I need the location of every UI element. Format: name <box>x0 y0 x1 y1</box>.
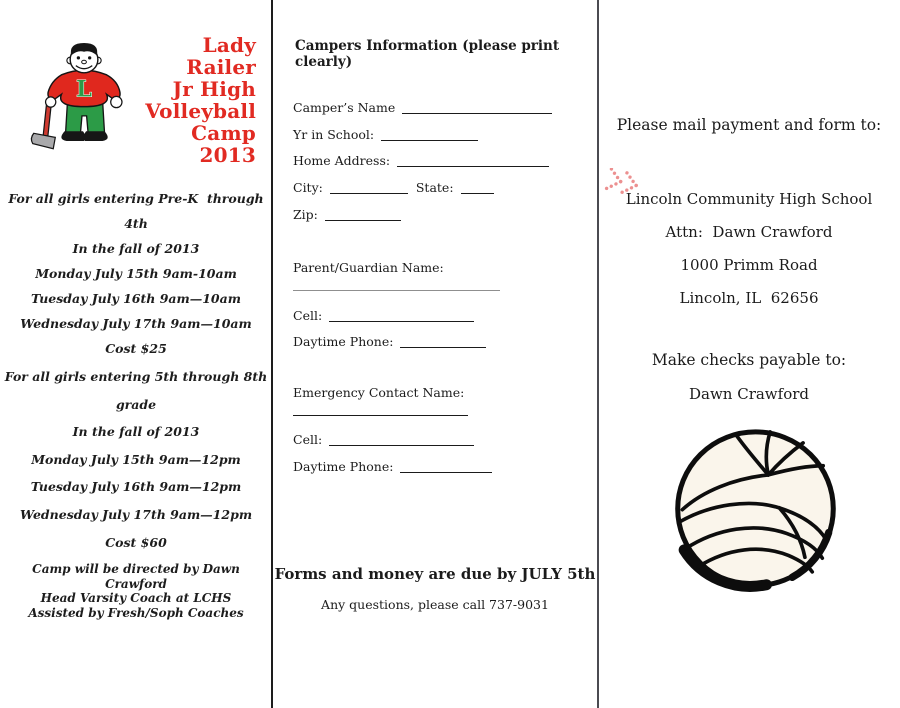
field-label: Zip: <box>293 206 318 222</box>
field-emergency-contact-name <box>293 385 464 400</box>
session-line: Tuesday July 16th 9am—12pm <box>30 479 242 495</box>
write-in-blank <box>330 181 408 194</box>
session-line: For all girls entering 5th through 8th grade <box>4 369 272 412</box>
field-home-address <box>293 152 549 168</box>
session-line: Monday July 15th 9am-10am <box>35 266 237 281</box>
form-heading: Campers Information (please print clearly) <box>295 38 560 70</box>
mailing-address <box>598 183 900 315</box>
field-campers-name <box>293 99 552 115</box>
session-line: In the fall of 2013 <box>72 424 200 440</box>
field-parent-guardian-name <box>293 260 444 275</box>
session-line: Tuesday July 16th 9am—10am <box>31 291 241 306</box>
field-label: Daytime Phone: <box>293 333 394 349</box>
director-line: Head Varsity Coach at LCHS <box>40 591 232 606</box>
session-line: For all girls entering Pre-K through 4th <box>8 191 269 231</box>
field-zip <box>293 206 401 222</box>
write-in-blank <box>400 460 492 473</box>
field-label: Cell: <box>293 431 323 447</box>
session-cost: Cost $25 <box>105 341 167 356</box>
field-parent-cell <box>293 307 474 323</box>
write-in-blank <box>461 181 494 194</box>
address-line: Lincoln Community High School <box>625 190 873 208</box>
field-parent-daytime-phone <box>293 333 486 349</box>
session-5th-8th-details <box>0 363 272 556</box>
questions-phone-note: Any questions, please call 737-9031 <box>321 597 549 612</box>
write-in-blank <box>293 278 500 291</box>
field-label: Parent/Guardian Name: <box>293 260 444 275</box>
payment-mailing-panel <box>598 0 900 708</box>
camp-title-line: Lady Railer <box>186 33 256 79</box>
camp-title-line: Jr High <box>172 77 256 101</box>
session-line: In the fall of 2013 <box>72 241 200 256</box>
check-payee-name: Dawn Crawford <box>688 385 810 403</box>
camp-info-panel <box>0 0 272 708</box>
field-label: Camper’s Name <box>293 99 396 115</box>
camp-title <box>126 34 256 166</box>
field-label: Daytime Phone: <box>293 458 394 474</box>
write-in-blank <box>329 309 474 322</box>
svg-text:L: L <box>76 76 92 103</box>
address-line: Attn: Dawn Crawford <box>665 223 833 241</box>
write-in-blank <box>400 335 486 348</box>
director-line: Camp will be directed by Dawn Crawford <box>32 562 245 591</box>
forms-due-notice: Forms and money are due by JULY 5th <box>274 565 596 583</box>
address-line: Lincoln, IL 62656 <box>679 289 819 307</box>
field-city-state <box>293 179 494 195</box>
field-parent-guardian-blank <box>293 276 500 292</box>
field-label: Emergency Contact Name: <box>293 385 465 400</box>
field-label: City: <box>293 179 323 195</box>
field-emergency-cell <box>293 431 474 447</box>
director-line: Assisted by Fresh/Soph Coaches <box>28 605 244 620</box>
volleyball-icon <box>664 418 847 605</box>
field-label: State: <box>415 179 454 195</box>
address-line: 1000 Primm Road <box>680 256 818 274</box>
write-in-blank <box>381 128 478 141</box>
railsplitter-mascot-icon <box>26 42 140 160</box>
field-label: Cell: <box>293 307 323 323</box>
session-line: Monday July 15th 9am—12pm <box>31 451 241 467</box>
field-emergency-daytime-phone <box>293 458 492 474</box>
session-prek-4th-details <box>0 186 272 361</box>
mail-payment-heading: Please mail payment and form to: <box>616 116 882 134</box>
field-yr-in-school <box>293 126 478 142</box>
campers-information-form <box>272 0 598 708</box>
write-in-blank <box>329 433 474 446</box>
session-line: Wednesday July 17th 9am—12pm <box>19 506 253 522</box>
checks-payable-heading: Make checks payable to: <box>651 351 847 369</box>
camp-title-line: Volleyball <box>145 99 256 123</box>
camp-title-line: Camp <box>191 121 256 145</box>
camp-title-line: 2013 <box>199 143 256 167</box>
write-in-blank <box>397 154 549 167</box>
write-in-blank <box>325 208 401 221</box>
write-in-blank <box>293 403 468 416</box>
camp-director-note <box>0 562 272 620</box>
session-cost: Cost $60 <box>105 534 167 550</box>
field-emergency-contact-blank <box>293 401 468 417</box>
field-label: Yr in School: <box>293 126 375 142</box>
session-line: Wednesday July 17th 9am—10am <box>20 316 252 331</box>
field-label: Home Address: <box>293 152 391 168</box>
write-in-blank <box>402 101 552 114</box>
